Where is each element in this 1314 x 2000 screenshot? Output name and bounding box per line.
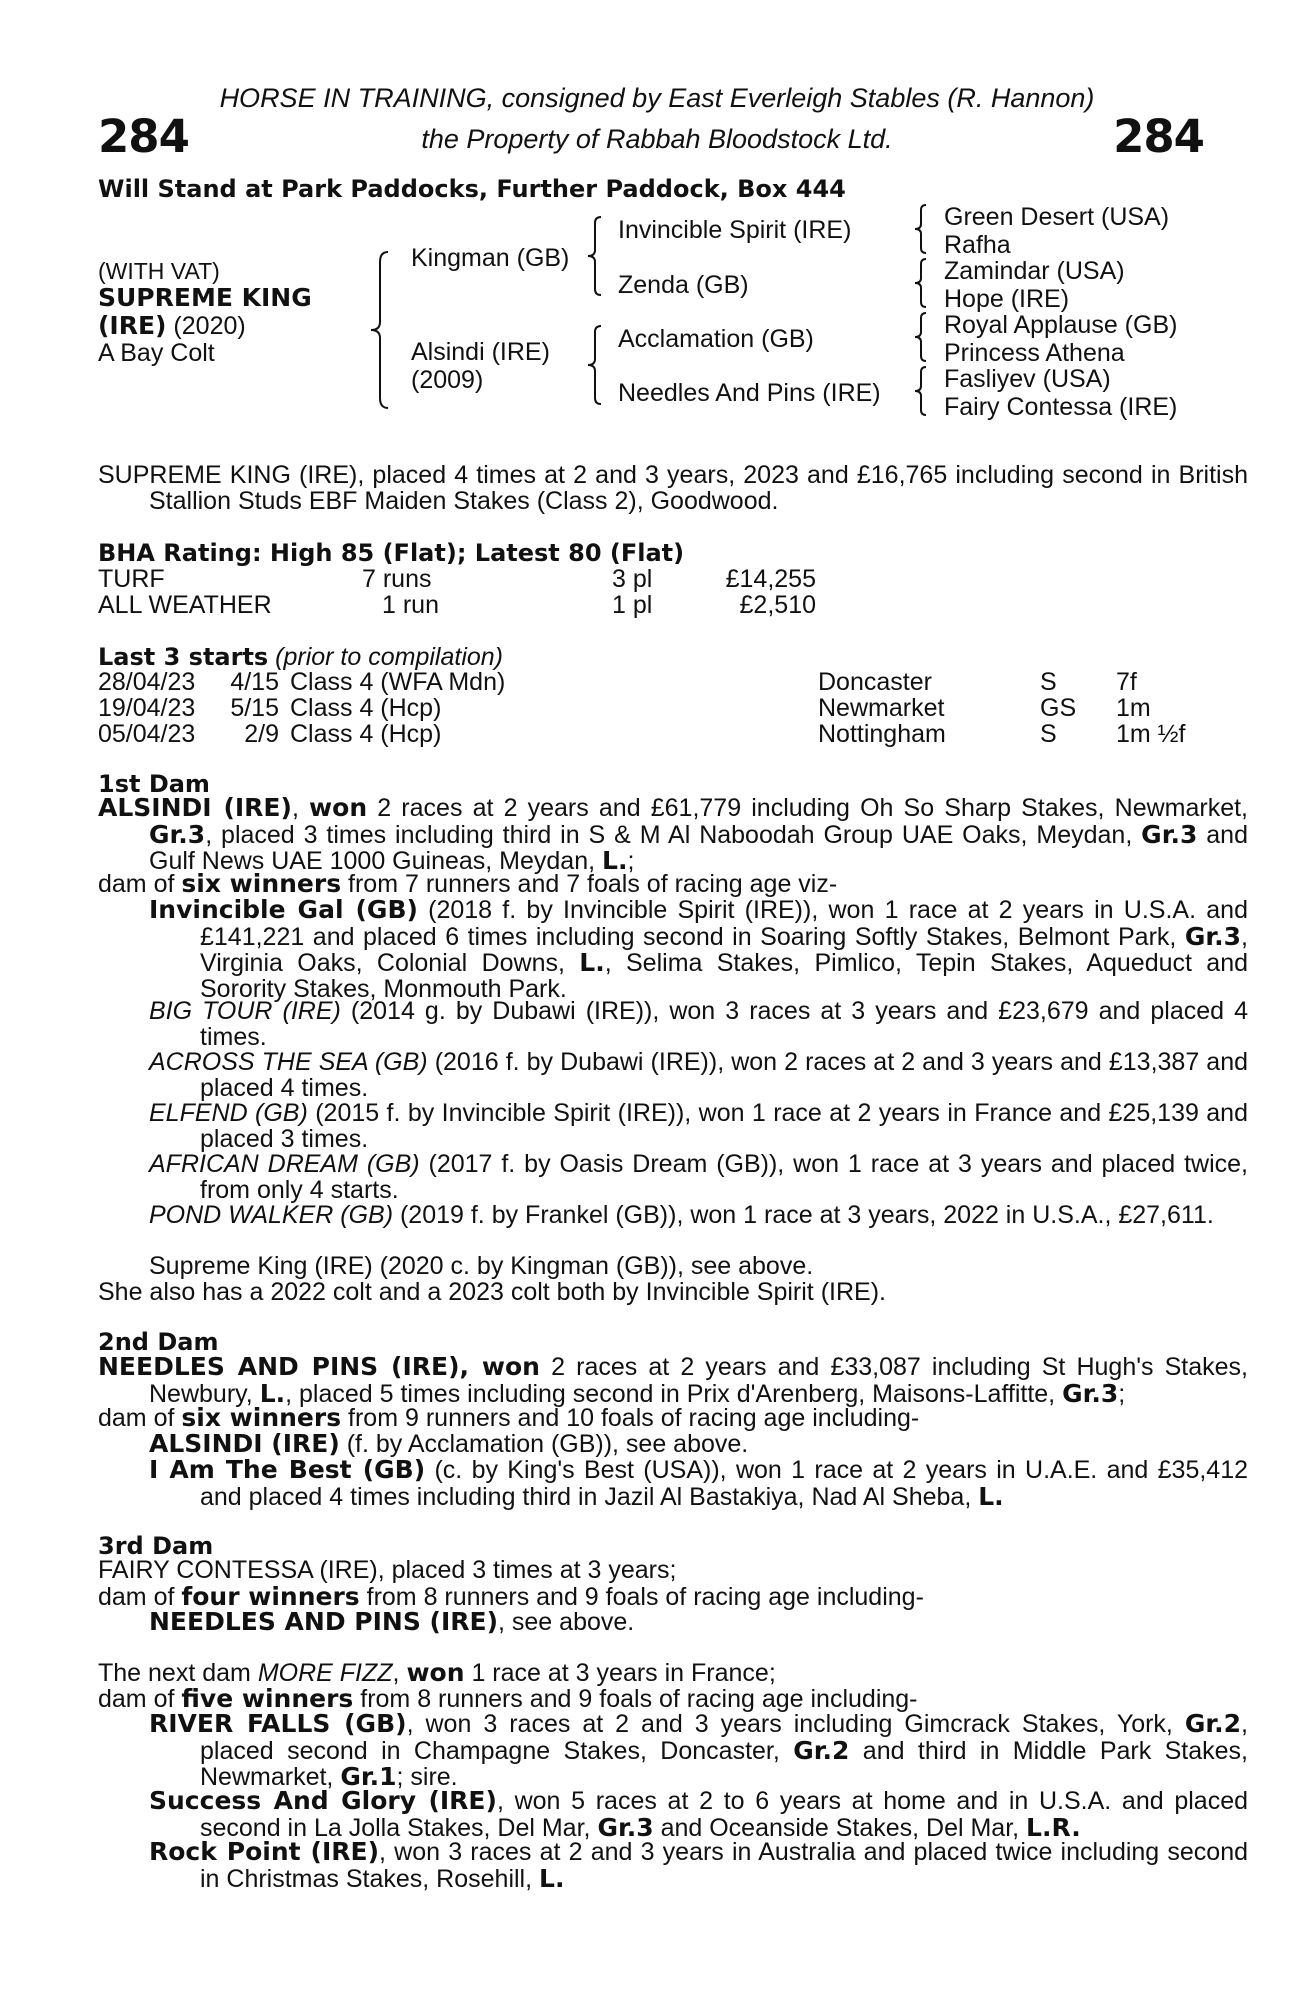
pedigree-sire-dam: Zenda (GB) — [618, 271, 749, 299]
first-dam-record: ALSINDI (IRE), won 2 races at 2 years and £61,779 including Oh So Sharp Stakes, Newmarket, Gr.3, placed 3 times including third in S & M Al Naboodah Group UAE Oaks, Meydan, Gr.3 and Gulf News UAE 1000 Guineas, Meydan, L.; — [98, 793, 1248, 875]
start-distance: 1m — [1116, 694, 1151, 722]
first-dam-also-note: She also has a 2022 colt and a 2023 colt both by Invincible Spirit (IRE). — [98, 1278, 886, 1306]
second-dam-produce-summary: dam of six winners from 9 runners and 10 foals of racing age including- — [98, 1403, 920, 1432]
start-position: 5/15 — [230, 694, 279, 722]
start-race: Class 4 (Hcp) — [290, 694, 442, 722]
start-going: S — [1040, 668, 1057, 696]
next-dam-record: The next dam MORE FIZZ, won 1 race at 3 years in France; — [98, 1658, 776, 1687]
first-dam-title: 1st Dam — [98, 770, 210, 798]
first-dam-produce-5: AFRICAN DREAM (GB) (2017 f. by Oasis Dream (GB)), won 1 race at 3 years and placed twice, from only 4 starts. — [149, 1150, 1248, 1204]
pedigree-sire-sire: Invincible Spirit (IRE) — [618, 216, 852, 244]
first-dam-produce-3: ACROSS THE SEA (GB) (2016 f. by Dubawi (IRE)), won 2 races at 2 and 3 years and £13,387 and placed 4 times. — [149, 1048, 1248, 1102]
horse-description: A Bay Colt — [98, 339, 215, 367]
start-date: 19/04/23 — [98, 694, 196, 722]
rating-row-turf-placed: 3 pl — [612, 565, 653, 593]
rating-row-aw-surface: ALL WEATHER — [98, 591, 272, 619]
rating-row-turf-runs: 7 runs — [362, 565, 432, 593]
pedigree-g3: Zamindar (USA) — [944, 257, 1125, 285]
pedigree-brace-g1 — [912, 203, 928, 255]
pedigree-g8: Fairy Contessa (IRE) — [944, 393, 1178, 421]
stand-location: Will Stand at Park Paddocks, Further Paddock, Box 444 — [98, 175, 846, 203]
property-line: the Property of Rabbah Bloodstock Ltd. — [421, 124, 893, 154]
pedigree-brace-main — [368, 250, 390, 410]
bha-rating: BHA Rating: High 85 (Flat); Latest 80 (Flat) — [98, 539, 685, 567]
start-date: 05/04/23 — [98, 720, 196, 748]
vat-note: (WITH VAT) — [98, 258, 220, 284]
start-course: Newmarket — [818, 694, 945, 722]
pedigree-g5: Royal Applause (GB) — [944, 311, 1178, 339]
start-race: Class 4 (Hcp) — [290, 720, 442, 748]
third-dam-record: FAIRY CONTESSA (IRE), placed 3 times at 3 years; — [98, 1556, 677, 1584]
consignor-line: HORSE IN TRAINING, consigned by East Everleigh Stables (R. Hannon) — [219, 83, 1095, 113]
first-dam-produce-summary: dam of six winners from 7 runners and 7 foals of racing age viz- — [98, 869, 838, 898]
first-dam-produce-4: ELFEND (GB) (2015 f. by Invincible Spirit (IRE)), won 1 race at 2 years in France and £25,139 and placed 3 times. — [149, 1099, 1248, 1153]
second-dam-title: 2nd Dam — [98, 1328, 219, 1356]
pedigree-brace-dam — [585, 324, 603, 406]
start-distance: 7f — [1116, 668, 1137, 696]
start-going: S — [1040, 720, 1057, 748]
pedigree-brace-sire — [585, 215, 603, 297]
next-dam-produce-1: RIVER FALLS (GB), won 3 races at 2 and 3 years including Gimcrack Stakes, York, Gr.2, placed second in Champagne Stakes, Doncaster, Gr.2 and third in Middle Park Stakes, Newmarket, Gr.1; sire. — [149, 1709, 1248, 1791]
pedigree-brace-g2 — [912, 257, 928, 309]
pedigree-dam: Alsindi (IRE) — [411, 338, 550, 366]
pedigree-dam-year: (2009) — [411, 366, 484, 394]
start-course: Doncaster — [818, 668, 932, 696]
third-dam-title: 3rd Dam — [98, 1532, 214, 1560]
first-dam-produce-2: BIG TOUR (IRE) (2014 g. by Dubawi (IRE)), won 3 races at 3 years and £23,679 and placed 4 times. — [149, 997, 1248, 1051]
second-dam-produce-1: ALSINDI (IRE) (f. by Acclamation (GB)), see above. — [149, 1429, 749, 1458]
horse-origin-year: (IRE) (2020) — [98, 311, 246, 340]
horse-name: SUPREME KING — [98, 283, 312, 312]
first-dam-produce-1: Invincible Gal (GB) (2018 f. by Invincible Spirit (IRE)), won 1 race at 2 years in U.S.A. and £141,221 and placed 6 times including second in Soaring Softly Stakes, Belmont Park, Gr.3, Virginia Oaks, Colonial Downs, L., Selima Stakes, Pimlico, Tepin Stakes, Aqueduct and Sorority Stakes, Monmouth Park. — [149, 895, 1249, 1003]
first-dam-produce-6: POND WALKER (GB) (2019 f. by Frankel (GB)), won 1 race at 3 years, 2022 in U.S.A., £27,611. — [149, 1201, 1214, 1229]
pedigree-g7: Fasliyev (USA) — [944, 365, 1111, 393]
start-course: Nottingham — [818, 720, 946, 748]
pedigree-brace-g3 — [912, 311, 928, 363]
rating-row-aw-placed: 1 pl — [612, 591, 653, 619]
race-summary: SUPREME KING (IRE), placed 4 times at 2 and 3 years, 2023 and £16,765 including second in British Stallion Studs EBF Maiden Stakes (Class 2), Goodwood. — [98, 461, 1248, 515]
pedigree-g1: Green Desert (USA) — [944, 203, 1170, 231]
third-dam-produce-1: NEEDLES AND PINS (IRE), see above. — [149, 1607, 635, 1636]
first-dam-produce-7: Supreme King (IRE) (2020 c. by Kingman (GB)), see above. — [149, 1252, 814, 1280]
pedigree-sire: Kingman (GB) — [411, 244, 570, 272]
start-position: 4/15 — [230, 668, 279, 696]
rating-row-turf-surface: TURF — [98, 565, 165, 593]
start-going: GS — [1040, 694, 1077, 722]
next-dam-produce-summary: dam of five winners from 8 runners and 9 foals of racing age including- — [98, 1684, 918, 1713]
third-dam-produce-summary: dam of four winners from 8 runners and 9 foals of racing age including- — [98, 1582, 924, 1611]
start-date: 28/04/23 — [98, 668, 196, 696]
pedigree-dam-sire: Acclamation (GB) — [618, 325, 814, 353]
rating-row-aw-prize: £2,510 — [739, 591, 816, 619]
lot-number-left: 284 — [98, 110, 189, 163]
pedigree-g2: Rafha — [944, 231, 1011, 259]
second-dam-record: NEEDLES AND PINS (IRE), won 2 races at 2 years and £33,087 including St Hugh's Stakes, Newbury, L., placed 5 times including second in Prix d'Arenberg, Maisons-Laffitte, Gr.3; — [98, 1352, 1248, 1408]
start-distance: 1m ½f — [1116, 720, 1186, 748]
pedigree-g6: Princess Athena — [944, 339, 1125, 367]
lot-number-right: 284 — [1113, 110, 1204, 163]
pedigree-brace-g4 — [912, 365, 928, 417]
start-race: Class 4 (WFA Mdn) — [290, 668, 506, 696]
start-position: 2/9 — [244, 720, 279, 748]
pedigree-dam-dam: Needles And Pins (IRE) — [618, 379, 881, 407]
next-dam-produce-2: Success And Glory (IRE), won 5 races at 2 to 6 years at home and in U.S.A. and placed second in La Jolla Stakes, Del Mar, Gr.3 and Oceanside Stakes, Del Mar, L.R. — [149, 1786, 1248, 1842]
pedigree-g4: Hope (IRE) — [944, 285, 1070, 313]
next-dam-produce-3: Rock Point (IRE), won 3 races at 2 and 3 years in Australia and placed twice including second in Christmas Stakes, Rosehill, L. — [149, 1837, 1249, 1893]
rating-row-aw-runs: 1 run — [382, 591, 439, 619]
second-dam-produce-2: I Am The Best (GB) (c. by King's Best (USA)), won 1 race at 2 years in U.A.E. and £35,412 and placed 4 times including third in Jazil Al Bastakiya, Nad Al Sheba, L. — [149, 1455, 1248, 1511]
last-starts-title: Last 3 starts (prior to compilation) — [98, 643, 504, 671]
rating-row-turf-prize: £14,255 — [725, 565, 816, 593]
